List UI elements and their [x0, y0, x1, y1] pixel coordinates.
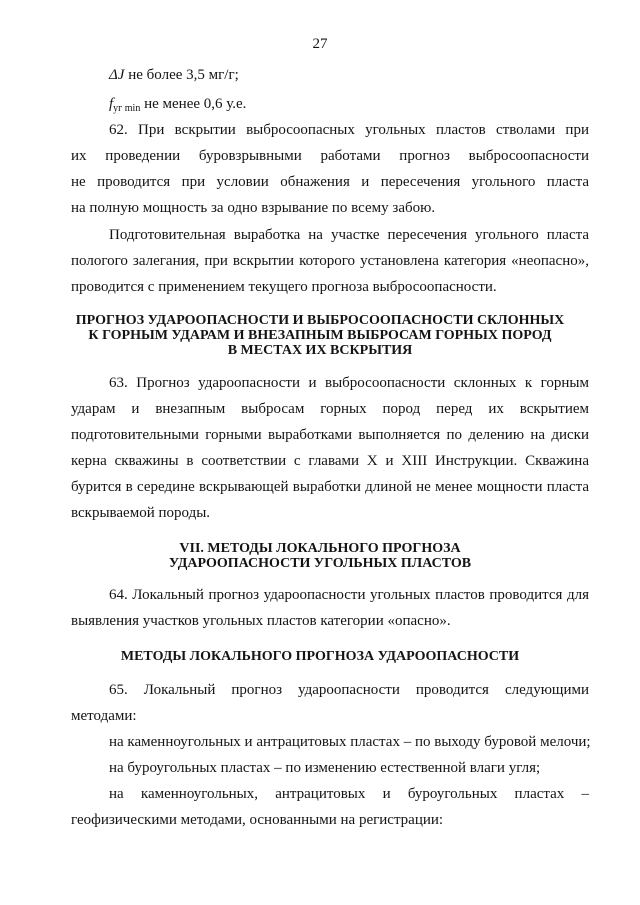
- para65-line: 65. Локальный прогноз удароопасности проводится следующими: [109, 682, 589, 698]
- para-prep-line: проводится с применением текущего прогноза выбросоопасности.: [71, 279, 497, 295]
- delta-j-text: не более 3,5 мг/г;: [124, 67, 239, 83]
- chapter-heading-line: УДАРООПАСНОСТИ УГОЛЬНЫХ ПЛАСТОВ: [168, 556, 472, 571]
- para65-line: методами:: [71, 708, 137, 724]
- para62-line: 62. При вскрытии выбросоопасных угольных пластов стволами при: [109, 122, 589, 138]
- para63-line: вскрываемой породы.: [71, 505, 211, 521]
- delta-j-symbol: ΔJ: [109, 67, 125, 83]
- method-item: на каменноугольных и антрацитовых пластах – по выходу буровой мелочи;: [109, 734, 591, 750]
- f-yr-subscript: уг min: [113, 103, 141, 114]
- method-item: на буроугольных пластах – по изменению естественной влаги угля;: [109, 760, 541, 776]
- para62-line: на полную мощность за одно взрывание по всему забою.: [71, 200, 436, 216]
- criterion-delta-j: [109, 66, 239, 84]
- para63-line: бурится в середине вскрывающей выработки длиной не менее мощности пласта: [71, 479, 589, 495]
- section-heading-line: К ГОРНЫМ УДАРАМ И ВНЕЗАПНЫМ ВЫБРОСАМ ГОРНЫХ ПОРОД: [88, 328, 552, 343]
- para64-line: 64. Локальный прогноз удароопасности угольных пластов проводится для: [109, 587, 589, 603]
- criterion-f-yr: [109, 95, 246, 113]
- page-number: 27: [312, 36, 328, 52]
- f-yr-symbol: f: [109, 96, 114, 112]
- para62-line: не проводится при условии обнажения и пересечения угольного пласта: [71, 174, 589, 190]
- para63-line: керна скважины в соответствии с главами X и XIII Инструкции. Скважина: [71, 453, 589, 469]
- chapter-heading-line: VII. МЕТОДЫ ЛОКАЛЬНОГО ПРОГНОЗА: [179, 541, 461, 556]
- section-heading-line: ПРОГНОЗ УДАРООПАСНОСТИ И ВЫБРОСООПАСНОСТИ СКЛОННЫХ: [75, 313, 565, 328]
- para-prep-line: пологого залегания, при вскрытии которого установлена категория «неопасно»,: [71, 253, 589, 269]
- f-yr-text: не менее 0,6 у.е.: [140, 96, 247, 112]
- para62-line: их проведении буровзрывными работами прогноз выбросоопасности: [71, 148, 589, 164]
- para63-line: 63. Прогноз удароопасности и выбросоопасности склонных к горным: [109, 375, 589, 391]
- method-item: на каменноугольных, антрацитовых и буроугольных пластах –: [109, 786, 589, 802]
- para63-line: подготовительными горными выработками выполняется по делению на диски: [71, 427, 589, 443]
- methods-heading: МЕТОДЫ ЛОКАЛЬНОГО ПРОГНОЗА УДАРООПАСНОСТИ: [120, 649, 520, 664]
- para63-line: ударам и внезапным выбросам горных пород перед их вскрытием: [71, 401, 589, 417]
- method-item: геофизическими методами, основанными на регистрации:: [71, 812, 444, 828]
- para64-line: выявления участков угольных пластов категории «опасно».: [71, 613, 451, 629]
- section-heading-line: В МЕСТАХ ИХ ВСКРЫТИЯ: [227, 343, 413, 358]
- para-prep-line: Подготовительная выработка на участке пересечения угольного пласта: [109, 227, 589, 243]
